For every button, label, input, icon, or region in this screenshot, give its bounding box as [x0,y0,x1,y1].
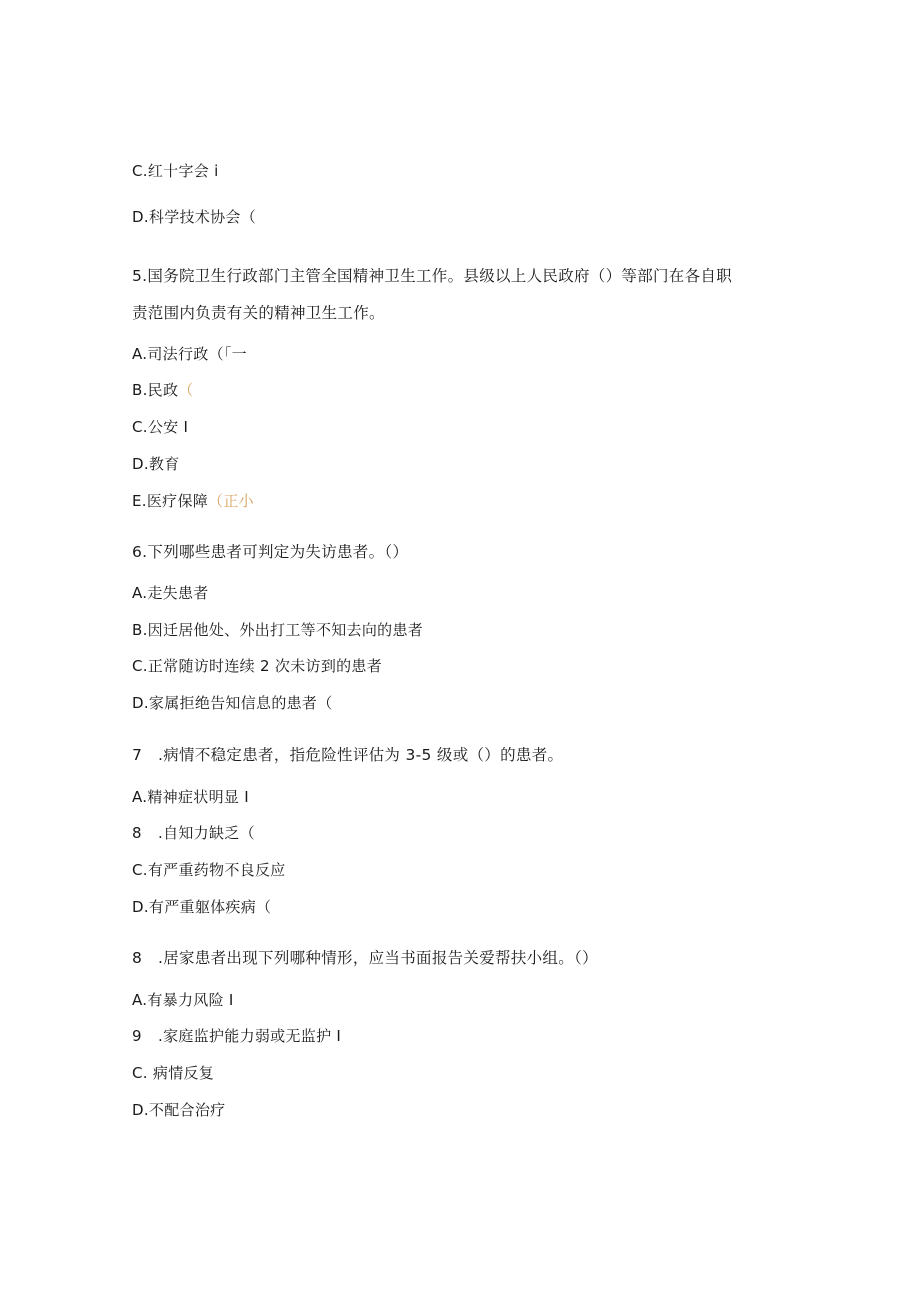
line-text: .病情不稳定患者，指危险性评估为 3-5 级或（）的患者。 [158,746,564,764]
option-c-unreached-patient [132,656,382,676]
line-text: 责范围内负责有关的精神卫生工作。 [132,304,385,322]
question-8 [132,948,598,968]
question-7 [132,745,563,765]
line-text: .居家患者出现下列哪种情形，应当书面报告关爱帮扶小组。（） [158,949,598,967]
option-d-family-refused [132,693,333,713]
line-text: 6.下列哪些患者可判定为失访患者。（） [132,543,409,561]
line-text: A.精神症状明显 I [132,788,249,806]
line-text: B.因迁居他处、外出打工等不知去向的患者 [132,621,424,639]
line-text: C.正常随访时连续 2 次未访到的患者 [132,657,383,675]
line-text: A.有暴力风险 I [132,991,234,1009]
line-text: .家庭监护能力弱或无监护 I [158,1027,342,1045]
line-text: D.家属拒绝告知信息的患者（ [132,694,333,712]
option-a-judicial [132,344,247,364]
option-a-missing-patient [132,583,209,603]
option-d-education [132,454,180,474]
line-text: .自知力缺乏（ [158,824,255,842]
line-text: E.医疗保障 [132,492,209,510]
line-text: C.公安 I [132,418,189,436]
line-text: C.红十字会 i [132,162,219,180]
line-text: B.民政 [132,381,179,399]
option-c-public-security [132,417,188,437]
option-b-lack-of-insight [132,823,255,843]
line-text: A.司法行政（「一 [132,345,247,363]
handwritten-mark: （正小 [208,492,254,510]
handwritten-mark: （ [178,381,194,399]
option-c-red-cross [132,161,219,181]
line-text: D.教育 [132,455,180,473]
option-number: 8 [132,824,142,842]
option-d-non-compliance [132,1100,225,1120]
line-text: A.走失患者 [132,584,209,602]
question-5-line-2 [132,303,385,323]
line-text: 5.国务院卫生行政部门主管全国精神卫生工作。县级以上人民政府（）等部门在各自职 [132,267,732,285]
option-c-adverse-drug-reaction [132,860,286,880]
line-text: C.有严重药物不良反应 [132,861,286,879]
option-b-relocated-patient [132,620,423,640]
option-b-civil-affairs [132,380,194,400]
line-text: D.不配合治疗 [132,1101,226,1119]
option-c-relapse [132,1063,214,1083]
line-text: D.有严重躯体疾病（ [132,898,272,916]
line-text: C. 病情反复 [132,1064,215,1082]
option-a-violence-risk [132,990,234,1010]
question-number: 8 [132,949,143,967]
option-d-physical-illness [132,897,271,917]
question-5-line-1 [132,266,732,286]
option-b-weak-guardianship [132,1026,341,1046]
question-6 [132,542,408,562]
option-d-science-association [132,207,256,227]
option-e-medical-security [132,491,254,511]
question-number: 7 [132,746,143,764]
option-a-psychotic-symptoms [132,787,249,807]
line-text: D.科学技术协会（ [132,208,257,226]
option-number: 9 [132,1027,142,1045]
